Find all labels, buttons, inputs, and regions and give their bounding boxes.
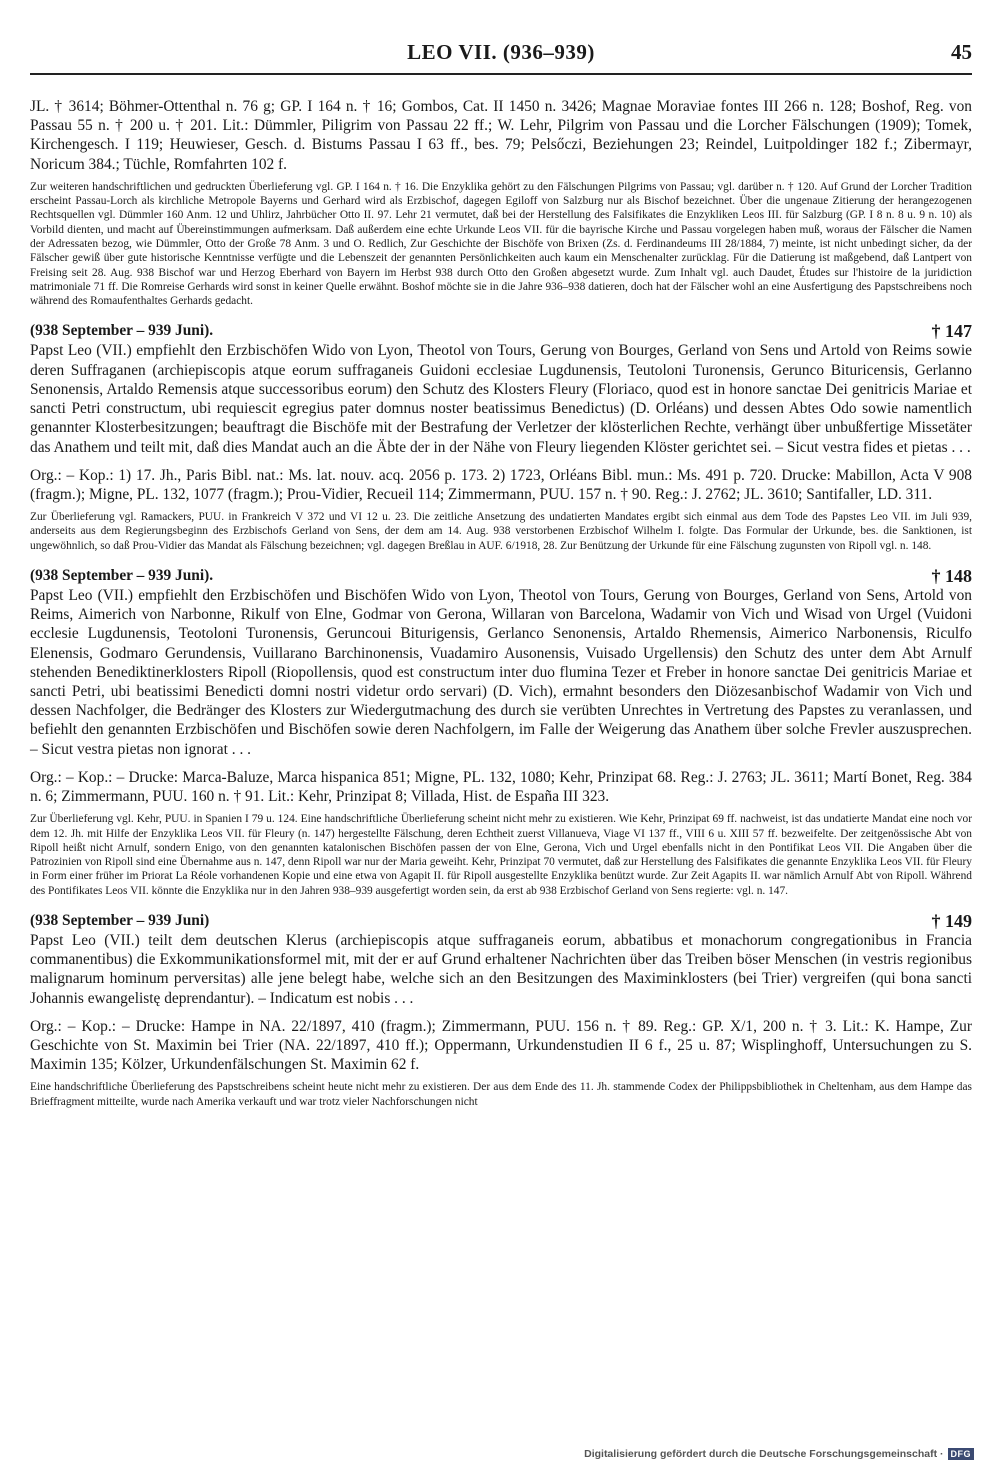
entry-date: (938 September – 939 Juni) <box>30 912 210 930</box>
entry-date: (938 September – 939 Juni). <box>30 322 214 340</box>
entry-note: Zur Überlieferung vgl. Ramackers, PUU. in Frankreich V 372 und VI 12 u. 23. Die zeitliche Ansetzung des undatierten Mandates ergibt sich einmal aus dem Tode des Papstes Leo VII. im Juli 939, anderseits aus dem Regierungsbeginn des Erzbischofs Gerland von Sens, der dem am 14. Aug. 938 verstorbenen Erzbischof Wilhelm I. folgte. Das Formular der Urkunde, bes. die Sanktionen, ist ungewöhnlich, so daß Prou-Vidier das Mandat als Fälschung bezeichnen; vgl. dagegen Breßlau in AUF. 6/1918, 28. Zur Benützung der Urkunde für eine Fälschung zugunsten von Ripoll vgl. n. 148. <box>30 511 972 552</box>
regest-entry-147 <box>30 321 972 553</box>
running-title: LEO VII. (936–939) <box>407 40 595 64</box>
page-content <box>30 97 972 1109</box>
entry-number: † 148 <box>931 566 972 586</box>
entry-sources: Org.: – Kop.: 1) 17. Jh., Paris Bibl. nat.: Ms. lat. nouv. acq. 2056 p. 173. 2) 1723, Orléans Bibl. mun.: Ms. 491 p. 720. Drucke: Mabillon, Acta V 908 (fragm.); Migne, PL. 132, 1077 (fragm.); Prou-Vidier, Recueil 114; Zimmermann, PUU. 157 n. † 90. Reg.: J. 2762; JL. 3610; Santifaller, LD. 311. <box>30 466 972 503</box>
entry-number: † 149 <box>931 911 972 932</box>
entry-sources: Org.: – Kop.: – Drucke: Marca-Baluze, Marca hispanica 851; Migne, PL. 132, 1080; Kehr, Prinzipat 68. Reg.: J. 2763; JL. 3611; Martí Bonet, Reg. 384 n. 6; Zimmermann, PUU. 160 n. † 91. Lit.: Kehr, Prinzipat 8; Villada, Hist. de España III 323. <box>30 768 972 806</box>
continuation-sources: JL. † 3614; Böhmer-Ottenthal n. 76 g; GP. I 164 n. † 16; Gombos, Cat. II 1450 n. 3426; Magnae Moraviae fontes III 266 n. 128; Boshof, Reg. von Passau 55 n. † 200 u. † 201. Lit.: Dümmler, Piligrim von Passau 22 ff.; W. Lehr, Pilgrim von Passau und die Lorcher Fälschungen (1909); Tomek, Kirchengesch. I 119; Heuwieser, Gesch. d. Bistums Passau I 63 ff., bes. 79; Pelsőczi, Beziehungen 23; Reindel, Luitpoldinger 182 f.; Zibermayr, Noricum 384.; Tüchle, Romfahrten 102 f. <box>30 98 972 173</box>
entry-regest: Papst Leo (VII.) teilt dem deutschen Klerus (archiepiscopis atque suffraganeis eorum, abbatibus et monachorum congregationibus in Francia commanentibus) die Exkommunikationsformel mit, mit der er auf Grund erhaltener Nachrichten über das Treiben böser Menschen (in vestris regionibus malignarum hominum perversitas) alle jene belegt habe, welche sich an den Besitzungen des Maximinklosters (bei Trier) vergreifen (qui bona sancti Johannis ewangelistę deprendantur). – Indicatum est nobis . . . <box>30 932 972 1007</box>
header-divider <box>30 73 972 75</box>
regest-entry-148 <box>30 566 972 898</box>
entry-note: Zur Überlieferung vgl. Kehr, PUU. in Spanien I 79 u. 124. Eine handschriftliche Überlieferung scheint nicht mehr zu existieren. Wie Kehr, Prinzipat 69 ff. nachweist, ist das undatierte Mandat eine noch vor dem 12. Jh. mit Hilfe der Enzyklika Leos VII. für Fleury (n. 147) hergestellte Fälschung, deren Echtheit zuerst Villanueva, Viage VI 137 ff., VIII 6 u. XIII 57 ff. bezweifelte. Der zeitgenössische Abt von Ripoll heißt nicht Arnulf, sondern Enigo, von den genannten katalonischen Bischöfen passen der von Elne, Gerona, Vich und Urgel ebenfalls nicht in den Pontifikat Leos VII. Die Angaben über die Patrozinien von Ripoll sind eine Übernahme aus n. 147, denn Ripoll war nur der Maria geweiht. Kehr, Prinzipat 70 vermutet, daß zur Herstellung des Falsifikates die genannte Enzyklika Leos VII. für Fleury in Form einer früher im Priorat La Réole vorhandenen Kopie und eine etwa von Agapit II. für Ripoll ausgestellte Enzyklika benützt wurde. Zur Zeit Agapits II. war nämlich Arnulf Abt von Ripoll. Während des Pontifikates Leos VII. könnte die Enzyklika nur in den Jahren 938–939 ausgefertigt worden sein, da erst ab 938 Erzbischof Gerland von Sens regierte: vgl. n. 147. <box>30 813 972 897</box>
entry-number: † 147 <box>931 321 972 342</box>
running-header <box>30 40 972 74</box>
entry-header <box>30 566 972 586</box>
regest-entry-149 <box>30 911 972 1109</box>
page-number: 45 <box>951 40 972 64</box>
entry-regest: Papst Leo (VII.) empfiehlt den Erzbischöfen und Bischöfen Wido von Lyon, Theotol von Tours, Gerung von Bourges, Gerland von Sens, Artold von Reims, Aimerich von Narbonne, Rikulf von Elne, Godmar von Gerona, Willaran von Barcelona, Wadamir von Vich und Wisad von Urgel (Vuidoni ecclesie Lugdunensis, Teotoloni Turonensis, Geruncoui Biturigensis, Gerlanco Senonensis, Artaldo Rhemensis, Aimerico Narbonensis, Riculfo Elenensis, Godmaro Gerundensis, Vuillarano Barchinonensis, Vuadamiro Ausonensis, Vuisado Urgellensis) den Schutz des unter dem Abt Arnulf stehenden Benediktinerklosters Ripoll (Riopollensis, quod est constructum inter duo flumina Tezer et Freber in honore sanctae Dei genitricis Mariae et sancti Petri, ubi beatissimi Benedicti domni nostri videtur ordo servari) (D. Vich), ermahnt besonders den Diözesanbischof Wadamir von Vich und dessen Nachfolger, die Bedränger des Klosters zur Wiedergutmachung des durch sie verübten Unrechtes in Vertretung des Papstes zu veranlassen, und befiehlt den genannten Erzbischöfen und Bischöfen sowie deren Nachfolgern, im Falle der Weigerung das Anathem über solche Frevler auszusprechen. – Sicut vestra pietas non ignorat . . . <box>30 587 972 758</box>
funding-credit: Digitalisierung gefördert durch die Deutsche Forschungsgemeinschaft · <box>584 1448 944 1460</box>
entry-regest: Papst Leo (VII.) empfiehlt den Erzbischöfen Wido von Lyon, Theotol von Tours, Gerung von Bourges, Gerland von Sens und Artold von Reims sowie deren Suffraganen (archiepiscopis atque eorum suffraganeis Guidoni ecclesiae Lugdunensis, Teutoloni Turonensis, Gerunco Bituricensis, Gerlanno Senonensis, Artaldo Remensis atque successoribus eorum) den Schutz des Klosters Fleury (Floriaco, quod est in honore sanctae Dei genitricis Mariae et sancti Petri constructum, ubi requiescit egregius pater domnus noster beatissimus Benedictus) (D. Orléans) und dessen Abtes Odo sowie namentlich genannter Klosterbesitzungen; beauftragt die Bischöfe mit der Bestrafung der Verletzer der klösterlichen Rechte, verhängt über unbußfertige Missetäter das Anathem und teilt mit, daß dies Mandat auch an die Äbte der in der Nähe von Fleury liegenden Klöster gerichtet sei. – Sicut vestra fides et pietas . . . <box>30 342 972 456</box>
entry-date: (938 September – 939 Juni). <box>30 567 214 584</box>
entry-header <box>30 911 972 931</box>
continuation-note: Zur weiteren handschriftlichen und gedruckten Überlieferung vgl. GP. I 164 n. † 16. Die Enzyklika gehört zu den Fälschungen Pilgrims von Passau; vgl. darüber n. † 120. Auf Grund der Lorcher Tradition erscheint Passau-Lorch als kirchliche Metropole Bayerns und Gerhard wird als Erzbischof, dagegen Egiloff von Salzburg nur als Bischof bezeichnet. Über die ungenaue Zitierung der herangezogenen Rechtsquellen vgl. Dümmler 160 Anm. 12 und Uhlirz, Jahrbücher Otto II. 97. Lehr 21 vermutet, daß bei der Herstellung des Falsifikates die Enzykliken Leos III. für Salzburg (GP. I 8 n. 8 u. 9 n. 10) als Vorbild dienten, und macht auf Übereinstimmungen aufmerksam. Daß außerdem eine echte Urkunde Leos VII. für die bayrische Kirche und Passau vorgelegen haben muß, woraus der Fälscher die Namen der Adressaten bezog, wie Dümmler, Otto der Große 78 Anm. 3 und O. Redlich, Zur Geschichte der Bischöfe von Brixen (Zs. d. Ferdinandeums III 28/1884, 7) meinte, ist nicht unbedingt sicher, da der Fälscher gewiß über gute historische Kenntnisse verfügte und die Lebenszeit der genannten Persönlichkeiten auch kaum ein Menschenalter zurücklag. Für die Datierung ist maßgebend, daß Lantpert von Freising seit 28. Aug. 938 Bischof war und Herzog Eberhard von Bayern im Herbst 938 durch Otto den Großen abgesetzt wurde. Zum Inhalt vgl. auch Daudet, Études sur l'histoire de la juridiction matrimoniale 71 ff. Die Romreise Gerhards wird sonst in keiner Quelle erwähnt. Boshof möchte sie in die Jahre 936–938 datieren, doch hat der Fälscher wohl an eine Ausfertigung des Papstschreibens noch während des Romaufenthaltes Gerhards gedacht. <box>30 180 972 308</box>
entry-sources: Org.: – Kop.: – Drucke: Hampe in NA. 22/1897, 410 (fragm.); Zimmermann, PUU. 156 n. † 89. Reg.: GP. X/1, 200 n. † 3. Lit.: K. Hampe, Zur Geschichte von St. Maximin bei Trier (NA. 22/1897, 410 ff.); Oppermann, Urkundenstudien II 6 f., 25 u. 87; Wisplinghoff, Untersuchungen zu S. Maximin 135; Kölzer, Urkundenfälschungen St. Maximin 62 f. <box>30 1017 972 1074</box>
digitization-footer <box>584 1448 974 1460</box>
dfg-logo-icon: DFG <box>948 1448 975 1460</box>
entry-note: Eine handschriftliche Überlieferung des Papstschreibens scheint heute nicht mehr zu existieren. Der aus dem Ende des 11. Jh. stammende Codex der Philippsbibliothek in Cheltenham, aus dem Hampe das Brieffragment mitteilte, wurde nach Amerika verkauft und war trotz vieler Nachforschungen nicht <box>30 1081 972 1108</box>
entry-header <box>30 321 972 341</box>
